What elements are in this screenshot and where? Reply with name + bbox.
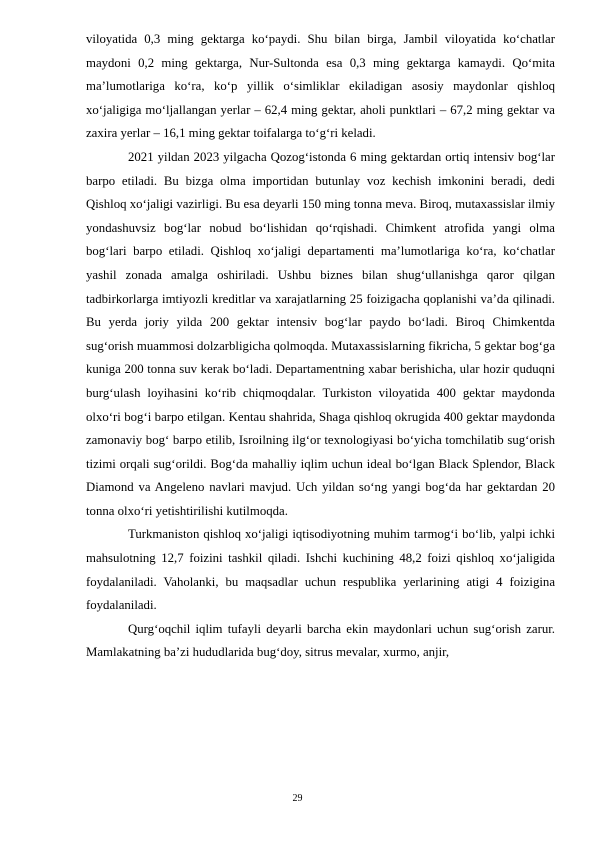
- paragraph-1: viloyatida 0,3 ming gektarga ko‘paydi. Shu bilan birga, Jambil viloyatida ko‘chatlar maydoni 0,2 ming gektarga, Nur-Sultonda esa 0,3 ming gektarga kamaydi. Qo‘mita ma’lumotlariga ko‘ra, ko‘p yillik o‘simliklar ekiladigan asosiy maydonlar qishloq xo‘jaligiga mo‘ljallangan yerlar – 62,4 ming gektar, aholi punktlari – 67,2 ming gektar va zaxira yerlar – 16,1 ming gektar toifalarga to‘g‘ri keladi.: [86, 32, 555, 141]
- page-number: 29: [292, 793, 303, 804]
- paragraph-3: Turkmaniston qishloq xo‘jaligi iqtisodiyotning muhim tarmog‘i bo‘lib, yalpi ichki mahsulotning 12,7 foizini tashkil qiladi. Ishchi kuchining 48,2 foizi qishloq xo‘jaligida foydalaniladi. Vaholanki, bu maqsadlar uchun respublika yerlarining atigi 4 foizigina foydalaniladi.: [86, 527, 555, 613]
- paragraph-4: Qurg‘oqchil iqlim tufayli deyarli barcha ekin maydonlari uchun sug‘orish zarur. Mamlakatning ba’zi hududlarida bug‘doy, sitrus mevalar, xurmo, anjir,: [86, 621, 555, 660]
- page-body: [86, 28, 555, 665]
- paragraph-2: 2021 yildan 2023 yilgacha Qozog‘istonda 6 ming gektardan ortiq intensiv bog‘lar barpo etiladi. Bu bizga olma importidan butunlay voz kechish imkonini beradi, dedi Qishloq xo‘jaligi vazirligi. Bu esa deyarli 150 ming tonna meva. Biroq, mutaxassislar ilmiy yondashuvsiz bog‘lar nobud bo‘lishidan qo‘rqishadi. Chimkent atrofida yangi olma bog‘lari barpo etiladi. Qishloq xo‘jaligi departamenti ma’lumotlariga ko‘ra, ko‘chatlar yashil zonada amalga oshiriladi. Ushbu biznes bilan shug‘ullanishga qaror qilgan tadbirkorlarga imtiyozli kreditlar va xarajatlarning 25 foizigacha qoplanishi va’da qilinadi. Bu yerda joriy yilda 200 gektar intensiv bog‘lar paydo bo‘ladi. Biroq Chimkentda sug‘orish muammosi dolzarbligicha qolmoqda. Mutaxassislarning fikricha, 5 gektar bog‘ga kuniga 200 tonna suv kerak bo‘ladi. Departamentning xabar berishicha, ular hozir quduqni burg‘ulash loyihasini ko‘rib chiqmoqdalar. Turkiston viloyatida 400 gektar maydonda olxo‘ri bog‘i barpo etilgan. Kentau shahrida, Shaga qishloq okrugida 400 gektar maydonda zamonaviy bog‘ barpo etilib, Isroilning ilg‘or texnologiyasi bo‘yicha tomchilatib sug‘orish tizimi orqali sug‘orildi. Bog‘da mahalliy iqlim uchun ideal bo‘lgan Black Splendor, Black Diamond va Angeleno navlari mavjud. Uch yildan so‘ng yangi bog‘da har gektardan 20 tonna olxo‘ri yetishtirilishi kutilmoqda.: [86, 149, 555, 518]
